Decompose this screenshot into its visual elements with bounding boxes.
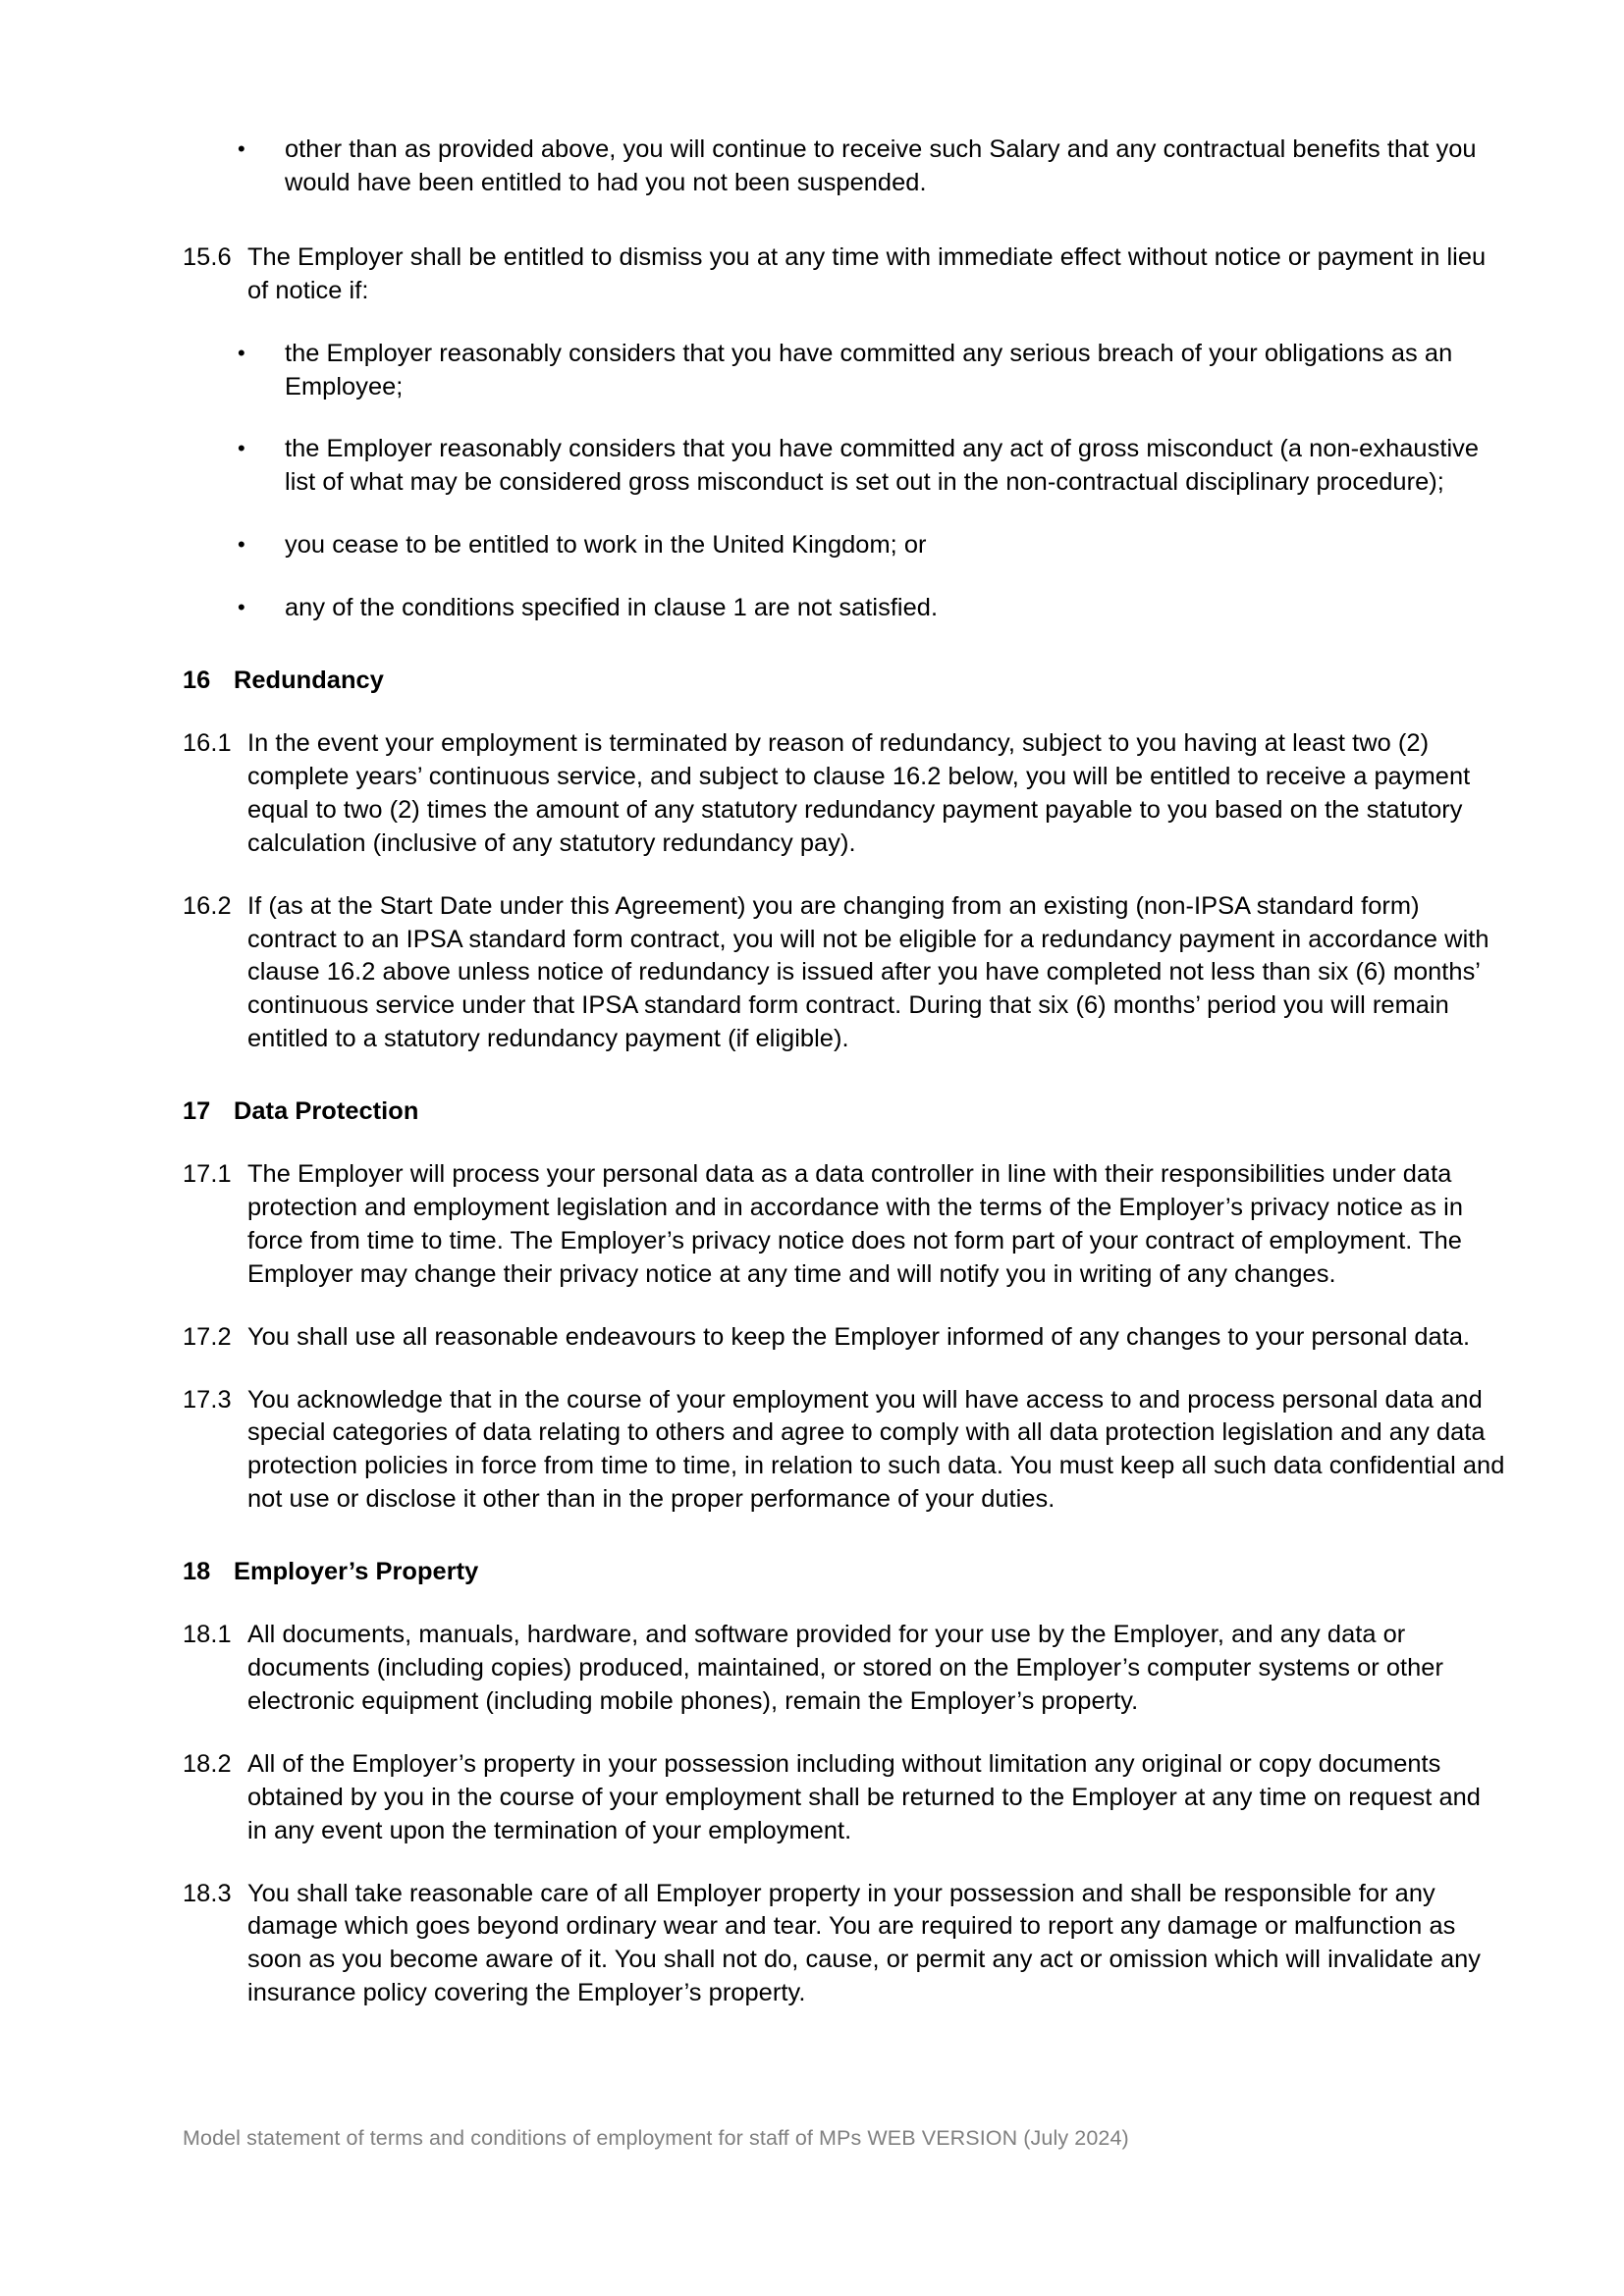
clause-18-2 [183,1748,1506,1848]
spacer [183,224,1506,241]
bullet-text: the Employer reasonably considers that you have committed any serious breach of your obligations as an Employee; [285,339,1453,400]
bullet-text: the Employer reasonably considers that you have committed any act of gross misconduct (a non-exhaustive list of what may be considered gross misconduct is set out in the non-contractual disciplinary procedure); [285,435,1480,497]
bullet-text: any of the conditions specified in clause 1 are not satisfied. [285,594,939,622]
list-item [183,133,1506,200]
section-number: 17 [183,1097,211,1126]
clause-number: 17.3 [183,1385,232,1414]
clause-number: 17.1 [183,1160,232,1189]
clause-number: 18.3 [183,1879,232,1907]
bullet-icon: • [238,595,245,620]
bullet-text: other than as provided above, you will continue to receive such Salary and any contractual benefits that you would have been entitled to had you not been suspended. [285,135,1477,196]
section-title: Employer’s Property [234,1558,479,1586]
clause-text: In the event your employment is terminated by reason of redundancy, subject to you having at least two (2) complete years’ continuous service, and subject to clause 16.2 below, you will be entitled to receive a payment equal to two (2) times the amount of any statutory redundancy payment payable to you based on the statutory calculation (inclusive of any statutory redundancy pay). [247,728,1471,857]
clause-number: 15.6 [183,242,232,271]
clause-number: 17.2 [183,1322,232,1351]
section-number: 16 [183,667,211,695]
clause-16-2 [183,890,1506,1057]
clause-text: All documents, manuals, hardware, and software provided for your use by the Employer, and any data or documents (including copies) produced, maintained, or stored on the Employer’s computer systems or other electronic equipment (including mobile phones), remain the Employer’s property. [247,1621,1443,1715]
clause-text: The Employer will process your personal data as a data controller in line with their responsibilities under data protection and employment legislation and in accordance with the terms of the Employer’s privacy notice as in force from time to time. The Employer’s privacy notice does not form part of your contract of employment. The Employer may change their privacy notice at any time and will notify you in writing of any changes. [247,1160,1464,1288]
bullet-icon: • [238,136,245,161]
section-heading-17 [183,1095,1506,1129]
list-item [183,338,1506,404]
clause-text: All of the Employer’s property in your possession including without limitation any original or copy documents obtained by you in the course of your employment shall be returned to the Employer at any time on request and in any event upon the termination of your employment. [247,1749,1481,1844]
section-number: 18 [183,1558,211,1586]
document-body [183,133,1506,2010]
clause-17-3 [183,1384,1506,1518]
clause-15-6-bullet-list [183,338,1506,625]
list-item [183,433,1506,500]
clause-number: 16.2 [183,891,232,920]
clause-16-1 [183,727,1506,861]
section-heading-18 [183,1556,1506,1589]
clause-18-3 [183,1878,1506,2011]
clause-number: 16.1 [183,728,232,757]
section-heading-16 [183,665,1506,698]
clause-number: 18.2 [183,1749,232,1778]
page-footer: Model statement of terms and conditions of employment for staff of MPs WEB VERSION (July 2024) [183,2126,1129,2150]
clause-17-1 [183,1158,1506,1292]
clause-text: The Employer shall be entitled to dismiss you at any time with immediate effect without notice or payment in lieu of notice if: [247,242,1487,304]
clause-number: 18.1 [183,1621,232,1649]
clause-text: You acknowledge that in the course of your employment you will have access to and process personal data and special categories of data relating to others and agree to comply with all data protection legislation and any data protection policies in force from time to time, in relation to such data. You must keep all such data confidential and not use or disclose it other than in the proper performance of your duties. [247,1385,1505,1514]
bullet-text: you cease to be entitled to work in the United Kingdom; or [285,531,927,560]
clause-text: If (as at the Start Date under this Agreement) you are changing from an existing (non-IPSA standard form) contract to an IPSA standard form contract, you will not be eligible for a redundancy payment in accordance with clause 16.2 above unless notice of redundancy is issued after you have completed not less than six (6) months’ continuous service under that IPSA standard form contract. During that six (6) months’ period you will remain entitled to a statutory redundancy payment (if eligible). [247,891,1489,1053]
clause-text: You shall take reasonable care of all Employer property in your possession and shall be responsible for any damage which goes beyond ordinary wear and tear. You are required to report any damage or malfunction as soon as you become aware of it. You shall not do, cause, or permit any act or omission which will invalidate any insurance policy covering the Employer’s property. [247,1879,1482,2007]
bullet-icon: • [238,436,245,461]
bullet-icon: • [238,532,245,558]
clause-text: You shall use all reasonable endeavours to keep the Employer informed of any changes to your personal data. [247,1322,1471,1351]
section-title: Redundancy [234,667,384,695]
continuation-bullet-list [183,133,1506,200]
list-item [183,592,1506,625]
clause-15-6 [183,241,1506,308]
bullet-icon: • [238,340,245,365]
clause-17-2 [183,1321,1506,1355]
section-title: Data Protection [234,1097,419,1126]
clause-18-1 [183,1619,1506,1719]
list-item [183,529,1506,562]
